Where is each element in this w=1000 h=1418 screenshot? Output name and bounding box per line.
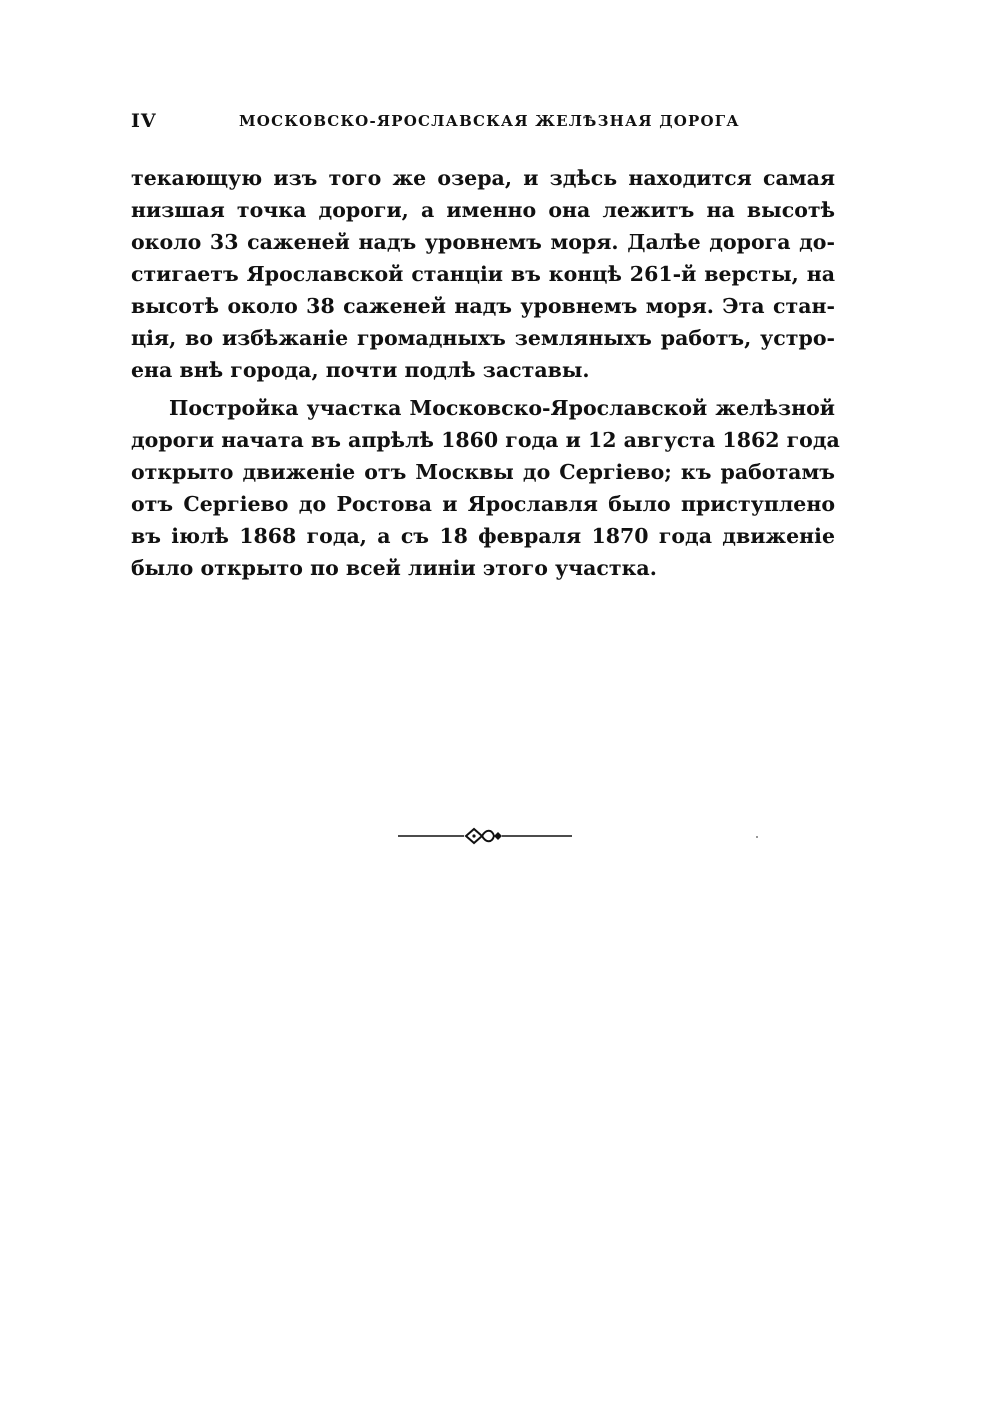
text-line: ція, во избѣжаніе громадныхъ земляныхъ работъ, устро- [131, 326, 835, 350]
text-line: отъ Сергіево до Ростова и Ярославля было приступлено [131, 492, 835, 516]
end-ornament-icon [398, 823, 572, 849]
text-line: было открыто по всей линіи этого участка. [131, 556, 657, 580]
body-text [131, 162, 840, 584]
text-line: стигаетъ Ярославской станціи въ концѣ 261-й версты, на [131, 262, 835, 286]
paragraph-1 [131, 162, 835, 386]
text-line: въ іюлѣ 1868 года, а съ 18 февраля 1870 года движеніе [131, 524, 835, 548]
text-line: открыто движеніе отъ Москвы до Сергіево; къ работамъ [131, 460, 835, 484]
text-line: дороги начата въ апрѣлѣ 1860 года и 12 августа 1862 года [131, 428, 840, 452]
text-line: низшая точка дороги, а именно она лежитъ на высотѣ [131, 198, 835, 222]
running-title: МОСКОВСКО-ЯРОСЛАВСКАЯ ЖЕЛѢЗНАЯ ДОРОГА [239, 112, 740, 130]
text-line: около 33 саженей надъ уровнемъ моря. Далѣе дорога до- [131, 230, 835, 254]
stray-mark [756, 836, 758, 838]
text-line: высотѣ около 38 саженей надъ уровнемъ моря. Эта стан- [131, 294, 835, 318]
page-number: IV [131, 110, 157, 132]
text-line: текающую изъ того же озера, и здѣсь находится самая [131, 166, 835, 190]
paragraph-2 [131, 392, 840, 584]
page-header [131, 110, 835, 140]
text-line: ена внѣ города, почти подлѣ заставы. [131, 358, 590, 382]
text-line: Постройка участка Московско-Ярославской желѣзной [169, 396, 835, 420]
